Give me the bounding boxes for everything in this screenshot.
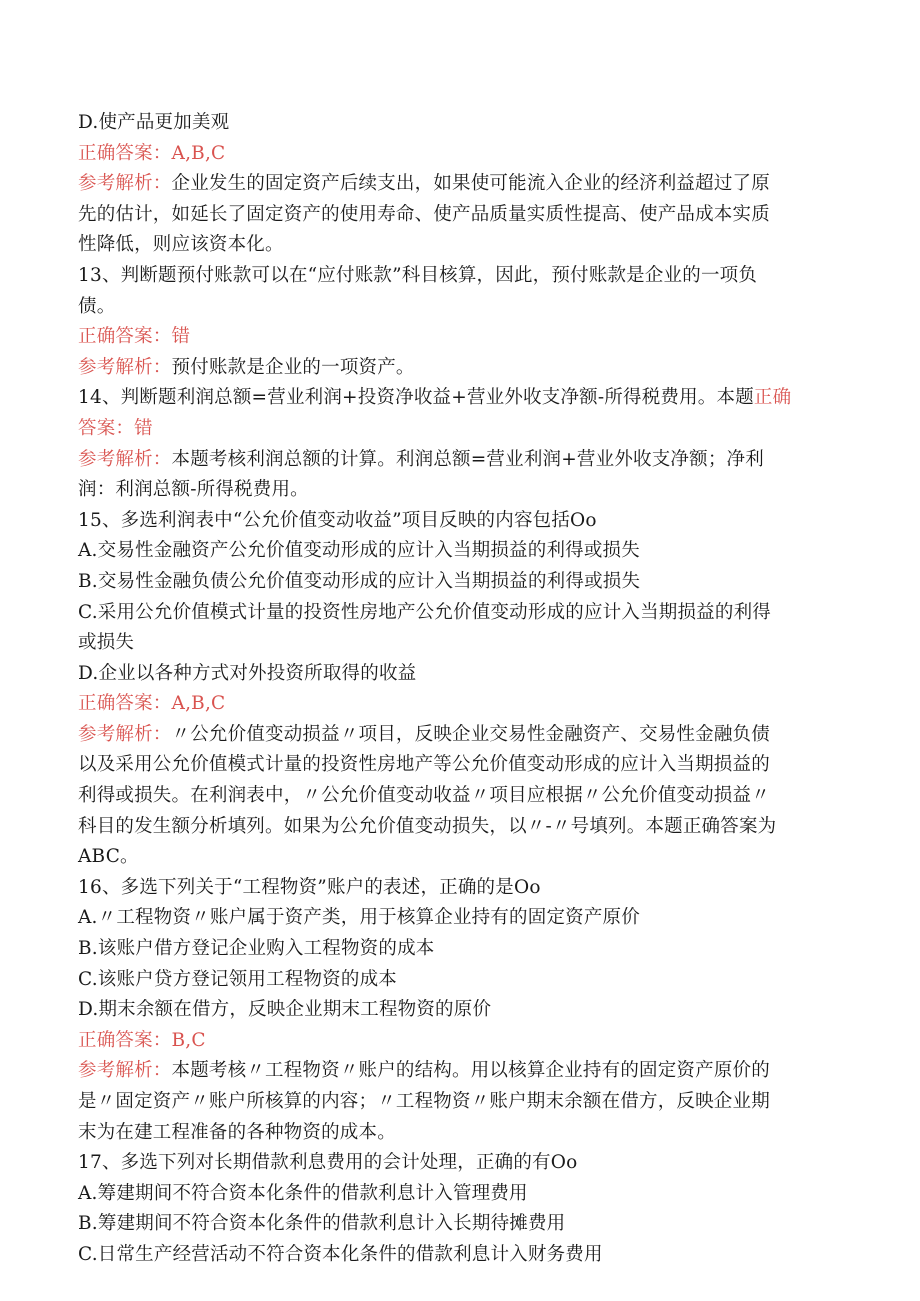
q15-stem: 15、多选利润表中“公允价值变动收益”项目反映的内容包括Oo: [78, 509, 597, 531]
q16-option-a: A.〃工程物资〃账户属于资产类，用于核算企业持有的固定资产原价: [78, 907, 640, 929]
analysis-text: 本题考核〃工程物资〃账户的结构。用以核算企业持有的固定资产原价的: [171, 1060, 770, 1082]
q14-analysis-line-1: [78, 445, 838, 476]
q13-stem-line-2: 债。: [78, 295, 116, 317]
answer-value: A,B,C: [171, 693, 226, 715]
answer-label: 正确答案：: [78, 326, 172, 348]
q15-option-a: A.交易性金融资产公允价值变动形成的应计入当期损益的利得或损失: [78, 540, 640, 562]
q15-option-d: D.企业以各种方式对外投资所取得的收益: [78, 662, 417, 684]
document-page: [78, 108, 838, 1271]
q15-option-b: B.交易性金融负债公允价值变动形成的应计入当期损益的利得或损失: [78, 570, 641, 592]
q12-answer: [78, 139, 838, 170]
answer-value: 错: [134, 417, 153, 439]
q12-analysis-line-3: 性降低，则应该资本化。: [78, 234, 284, 256]
analysis-text: 企业发生的固定资产后续支出，如果使可能流入企业的经济利益超过了原: [171, 173, 770, 195]
answer-label: 正确答案：: [78, 1029, 172, 1051]
q15-analysis-line-4: 科目的发生额分析填列。如果为公允价值变动损失，以〃-〃号填列。本题正确答案为: [78, 815, 777, 837]
q14-answer: [78, 414, 838, 445]
q14-stem-line-1: [78, 383, 838, 414]
q16-analysis-line-3: 末为在建工程准备的各种物资的成本。: [78, 1121, 396, 1143]
q12-analysis-line-1: [78, 169, 838, 200]
analysis-label: 参考解析：: [78, 173, 172, 195]
q14-stem-text: 14、判断题利润总额=营业利润+投资净收益+营业外收支净额-所得税费用。本题: [78, 387, 754, 409]
analysis-label: 参考解析：: [78, 723, 172, 745]
q17-option-b: B.筹建期间不符合资本化条件的借款利息计入长期待摊费用: [78, 1213, 566, 1235]
analysis-label: 参考解析：: [78, 356, 172, 378]
q17-stem: 17、多选下列对长期借款利息费用的会计处理，正确的有Oo: [78, 1152, 578, 1174]
q16-stem: 16、多选下列关于“工程物资”账户的表述，正确的是Oo: [78, 876, 541, 898]
q14-answer-label-part-2: 答案：: [78, 417, 135, 439]
q16-option-c: C.该账户贷方登记领用工程物资的成本: [78, 968, 397, 990]
answer-value: B,C: [171, 1029, 206, 1051]
q14-answer-label-part-1: 正确: [753, 387, 792, 409]
answer-label: 正确答案：: [78, 142, 172, 164]
q16-option-d: D.期末余额在借方，反映企业期末工程物资的原价: [78, 999, 492, 1021]
q17-option-a: A.筹建期间不符合资本化条件的借款利息计入管理费用: [78, 1182, 528, 1204]
answer-label: 正确答案：: [78, 693, 172, 715]
q16-answer: [78, 1026, 838, 1057]
q15-option-c-line-2: 或损失: [78, 632, 135, 654]
q13-stem-line-1: 13、判断题预付账款可以在“应付账款”科目核算，因此，预付账款是企业的一项负: [78, 264, 758, 286]
q12-option-d: D.使产品更加美观: [78, 112, 230, 133]
analysis-label: 参考解析：: [78, 448, 172, 470]
analysis-text: 本题考核利润总额的计算。利润总额=营业利润+营业外收支净额；净利: [171, 448, 764, 470]
q14-analysis-line-2: 润：利润总额-所得税费用。: [78, 479, 309, 501]
q16-option-b: B.该账户借方登记企业购入工程物资的成本: [78, 938, 435, 960]
answer-value: 错: [171, 326, 191, 348]
analysis-label: 参考解析：: [78, 1060, 172, 1082]
q12-analysis-line-2: 先的估计，如延长了固定资产的使用寿命、使产品质量实质性提高、使产品成本实质: [78, 203, 770, 225]
q15-analysis-line-3: 利得或损失。在利润表中，〃公允价值变动收益〃项目应根据〃公允价值变动损益〃: [78, 785, 770, 807]
q15-answer: [78, 689, 838, 720]
q17-option-c: C.日常生产经营活动不符合资本化条件的借款利息计入财务费用: [78, 1243, 603, 1265]
answer-value: A,B,C: [171, 142, 226, 164]
q13-analysis-line-1: [78, 353, 838, 384]
q15-analysis-line-5: ABC。: [78, 846, 139, 868]
q16-analysis-line-1: [78, 1056, 838, 1087]
q15-analysis-line-2: 以及采用公允价值模式计量的投资性房地产等公允价值变动形成的应计入当期损益的: [78, 754, 770, 776]
q16-analysis-line-2: 是〃固定资产〃账户所核算的内容；〃工程物资〃账户期末余额在借方，反映企业期: [78, 1091, 770, 1112]
q15-option-c-line-1: C.采用公允价值模式计量的投资性房地产公允价值变动形成的应计入当期损益的利得: [78, 601, 771, 623]
q15-analysis-line-1: [78, 720, 838, 751]
analysis-text: 〃公允价值变动损益〃项目，反映企业交易性金融资产、交易性金融负债: [171, 723, 770, 745]
q13-answer: [78, 322, 838, 353]
analysis-text: 预付账款是企业的一项资产。: [171, 356, 415, 378]
